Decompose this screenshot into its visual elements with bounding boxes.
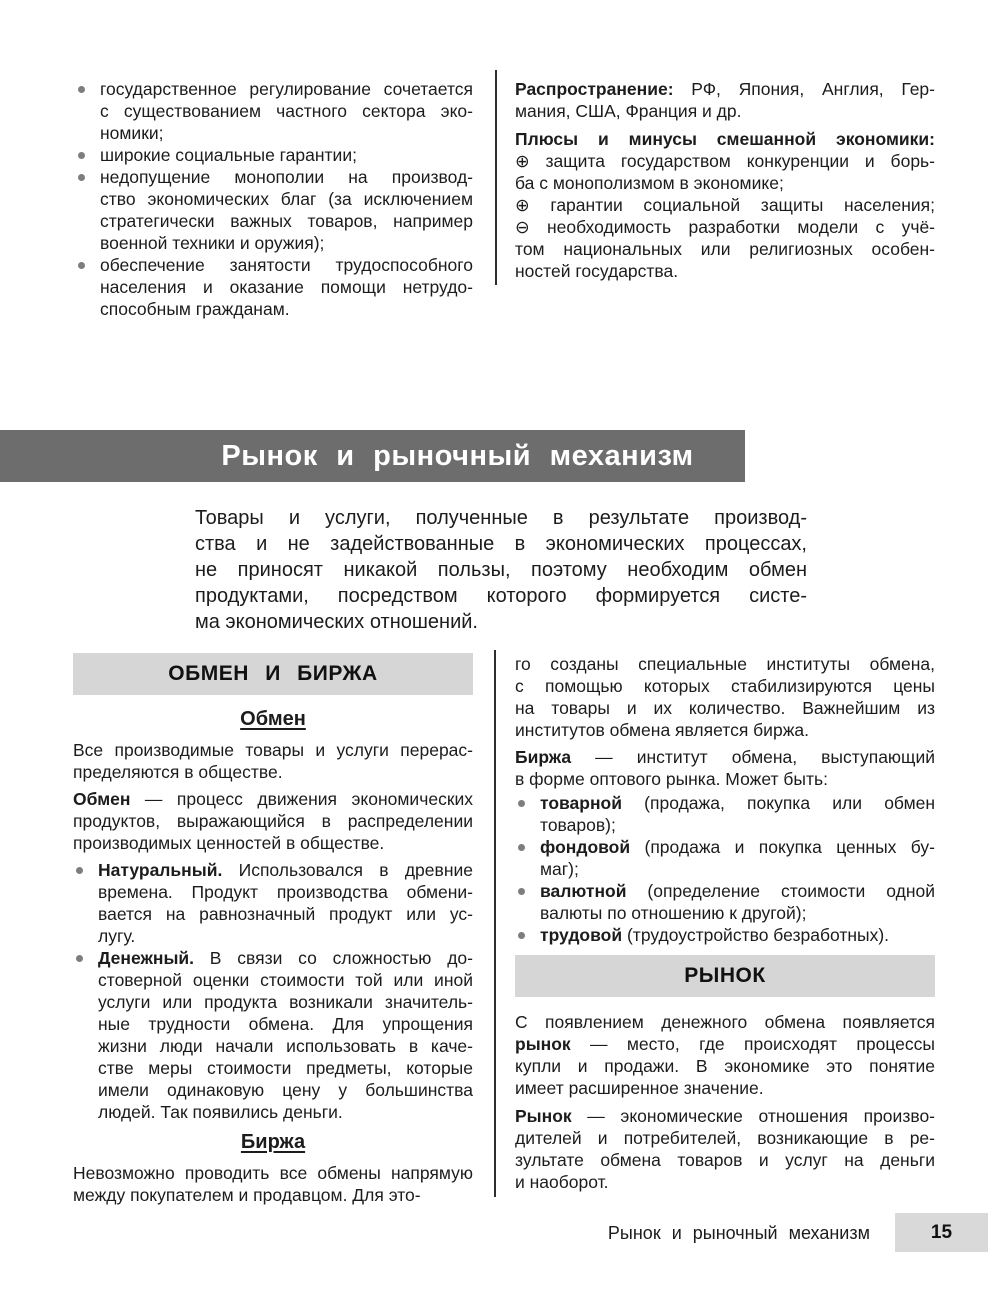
bullet-icon — [75, 166, 100, 254]
plus-item: ⊕ гарантии социальной защиты населения; — [515, 195, 935, 215]
top-left-column — [75, 78, 473, 320]
chapter-banner — [0, 430, 745, 482]
list-item — [515, 836, 935, 880]
paragraph: Обмен — процесс движения экономических продуктов, выражающийся в распределении производимых ценностей в обществе. — [73, 789, 473, 853]
list-item — [515, 880, 935, 924]
page-number: 15 — [930, 1222, 953, 1243]
list-item-text: государственное регулирование сочетается с существованием частного сектора эко- номики; — [100, 79, 473, 143]
bullet-icon — [75, 78, 100, 144]
paragraph: Все производимые товары и услуги перерас- пределяются в обществе. — [73, 740, 473, 782]
main-right-column — [515, 653, 935, 1198]
bullet-icon — [75, 144, 100, 166]
list-item — [75, 166, 473, 254]
list-item — [515, 792, 935, 836]
footer-chapter-label: Рынок и рыночный механизм — [607, 1223, 870, 1243]
distribution-paragraph: Распространение: РФ, Япония, Англия, Гер- мания, США, Франция и др. — [515, 79, 935, 121]
bullet-icon — [515, 924, 540, 946]
list-item — [73, 947, 473, 1123]
exchange-types-list — [73, 859, 473, 1123]
mixed-economy-features-list — [75, 78, 473, 320]
heading-birzha: Биржа — [240, 1131, 306, 1153]
section-header-rynok: РЫНОК — [515, 955, 935, 997]
paragraph: Биржа — институт обмена, выступающий в форме оптового рынка. Может быть: — [515, 747, 935, 789]
exchange-market-types-list — [515, 792, 935, 946]
paragraph: Рынок — экономические отношения произво- дителей и потребителей, возникающие в ре- зультате обмена товаров и услуг на деньги и наоборот. — [515, 1106, 935, 1192]
bullet-icon — [515, 792, 540, 836]
list-item — [75, 78, 473, 144]
bullet-icon — [73, 947, 98, 1123]
column-divider-main — [494, 650, 496, 1197]
list-item-text: товарной (продажа, покупка или обмен товаров); — [540, 793, 935, 835]
list-item — [75, 254, 473, 320]
list-item — [75, 144, 473, 166]
top-right-column — [515, 78, 935, 282]
bullet-icon — [73, 859, 98, 947]
section-header-obmen-i-birzha: ОБМЕН И БИРЖА — [73, 653, 473, 695]
list-item-text: Натуральный. Использовался в древние времена. Продукт производства обмени- вается на равнозначный продукт или ус- лугу. — [98, 860, 473, 946]
list-item-text: Денежный. В связи со сложностью до- стоверной оценки стоимости той или иной услуги или продукта возникали значитель- ные трудности обмена. Для упрощения жизни люди начали использовать в каче- стве меры стоимости предметы, которые имели одинаковую цену у большинства людей. Так появились деньги. — [98, 948, 473, 1122]
pros-cons-title: Плюсы и минусы смешанной экономики: — [515, 129, 935, 149]
list-item — [73, 859, 473, 947]
chapter-title: Рынок и рыночный механизм — [221, 440, 694, 472]
column-divider-top — [495, 70, 497, 285]
list-item-text: фондовой (продажа и покупка ценных бу- маг); — [540, 837, 935, 879]
list-item-text: недопущение монополии на производ- ство экономических благ (за исключением стратегически важных товаров, например военной техники и оружия); — [100, 167, 473, 253]
list-item — [515, 924, 935, 946]
plus-item: ⊕ защита государством конкуренции и борь- ба с монополизмом в экономике; — [515, 151, 935, 193]
bullet-icon — [515, 836, 540, 880]
heading-obmen: Обмен — [240, 708, 306, 730]
paragraph: Невозможно проводить все обмены напрямую между покупателем и продавцом. Для это- — [73, 1163, 473, 1205]
minus-item: ⊖ необходимость разработки модели с учё- том национальных или религиозных особен- ностей государства. — [515, 217, 935, 281]
paragraph: С появлением денежного обмена появляется рынок — место, где происходят процессы купли и продажи. В экономике это понятие имеет расширенное значение. — [515, 1012, 935, 1098]
page-number-box — [895, 1213, 988, 1252]
list-item-text: обеспечение занятости трудоспособного населения и оказание помощи нетрудо- способным гражданам. — [100, 255, 473, 319]
main-left-column — [73, 653, 473, 1211]
list-item-text: трудовой (трудоустройство безработных). — [540, 925, 890, 945]
bullet-icon — [515, 880, 540, 924]
list-item-text: валютной (определение стоимости одной валюты по отношению к другой); — [540, 881, 935, 923]
paragraph: го созданы специальные институты обмена, с помощью которых стабилизируются цены на товары и их количество. Важнейшим из институтов обмена является биржа. — [515, 654, 935, 740]
bullet-icon — [75, 254, 100, 320]
intro-paragraph: Товары и услуги, полученные в результате производ- ства и не задействованные в экономических процессах, не приносят никакой пользы, поэтому необходим обмен продуктами, посредством которого формируется систе- ма экономических отношений. — [195, 507, 807, 633]
list-item-text: широкие социальные гарантии; — [100, 145, 357, 165]
